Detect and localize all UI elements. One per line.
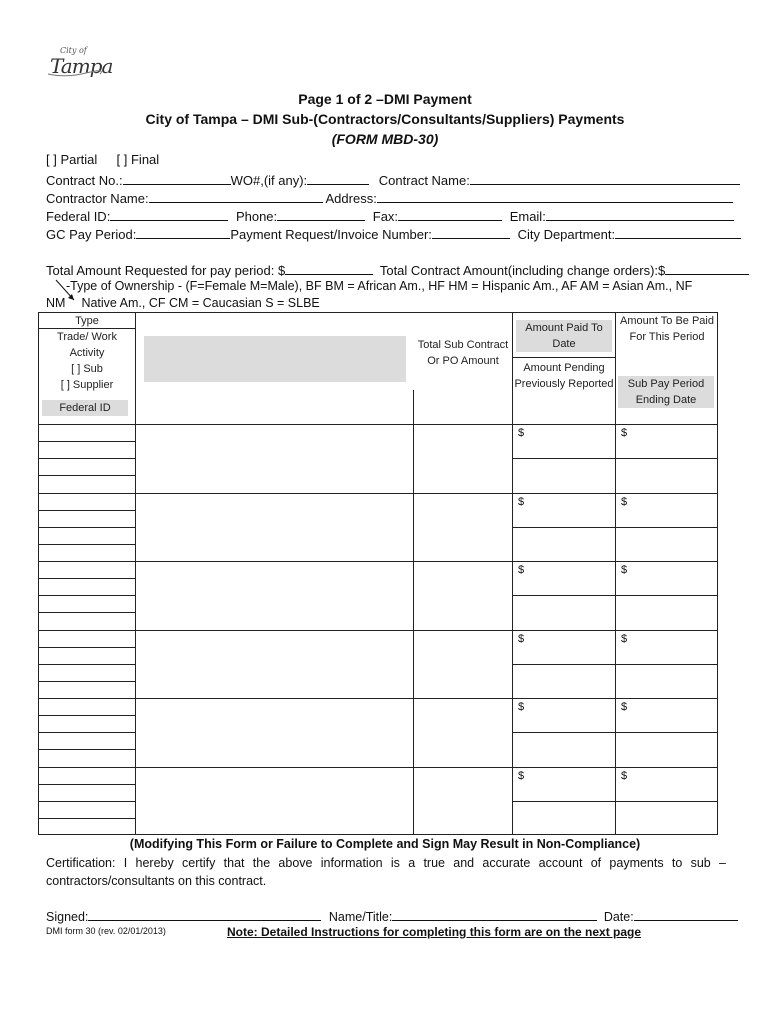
wo-label: WO#,(if any): bbox=[230, 173, 308, 188]
signed-label: Signed: bbox=[46, 910, 89, 924]
header-trade: Trade/ Work Activity bbox=[57, 331, 117, 359]
first-column-row-line bbox=[38, 818, 135, 819]
form-id: DMI form 30 (rev. 02/01/2013) bbox=[46, 926, 166, 936]
final-checkbox[interactable]: [ ] Final bbox=[116, 152, 160, 167]
logo-city-of: City of bbox=[60, 46, 87, 55]
ownership-line2 bbox=[46, 296, 320, 310]
amount-to-be-paid-dollar[interactable]: $ bbox=[621, 770, 628, 782]
ownership-nm: NM bbox=[46, 296, 66, 310]
header-shaded-block bbox=[144, 336, 406, 382]
date-label: Date: bbox=[603, 910, 634, 924]
first-column-row-line bbox=[38, 510, 135, 511]
phone-field[interactable] bbox=[277, 207, 365, 221]
fax-field[interactable] bbox=[398, 207, 502, 221]
group-separator bbox=[38, 698, 718, 699]
header-sub[interactable]: [ ] Sub bbox=[71, 363, 103, 375]
address-field[interactable] bbox=[377, 189, 733, 203]
first-column-row-line bbox=[38, 441, 135, 442]
amount-paid-dollar[interactable]: $ bbox=[518, 770, 525, 782]
header-supplier[interactable]: [ ] Supplier bbox=[60, 379, 114, 391]
noncompliance-warning: (Modifying This Form or Failure to Complete and Sign May Result in Non-Compliance) bbox=[129, 837, 641, 851]
payments-table bbox=[38, 312, 718, 836]
amount-paid-dollar[interactable]: $ bbox=[518, 496, 525, 508]
totals-row bbox=[46, 261, 749, 278]
form-title: City of Tampa – DMI Sub-(Contractors/Consultants/Suppliers) Payments bbox=[145, 111, 625, 127]
first-column-row-line bbox=[38, 732, 135, 733]
total-requested-label: Total Amount Requested for pay period: $ bbox=[46, 263, 286, 278]
name-title-label: Name/Title: bbox=[328, 910, 393, 924]
first-column-row-line bbox=[38, 715, 135, 716]
form-code: (FORM MBD-30) bbox=[331, 131, 439, 147]
note-label: Note bbox=[227, 925, 254, 939]
name-title-field[interactable] bbox=[392, 907, 597, 921]
payment-request-field[interactable] bbox=[432, 225, 510, 239]
amount-midline bbox=[512, 458, 717, 459]
logo-swoosh-icon bbox=[46, 70, 102, 78]
amount-paid-dollar[interactable]: $ bbox=[518, 427, 525, 439]
ownership-rest: Native Am., CF CM = Caucasian S = SLBE bbox=[81, 296, 320, 310]
header-sub-pay-period: Sub Pay Period Ending Date bbox=[618, 376, 714, 408]
page-title: Page 1 of 2 –DMI Payment bbox=[298, 91, 472, 107]
amount-paid-dollar[interactable]: $ bbox=[518, 633, 525, 645]
instructions-note bbox=[227, 923, 641, 941]
first-column-row-line bbox=[38, 664, 135, 665]
total-contract-label: Total Contract Amount(including change orders):$ bbox=[379, 263, 666, 278]
signed-field[interactable] bbox=[88, 907, 321, 921]
address-label: Address: bbox=[325, 191, 377, 206]
city-department-label: City Department: bbox=[517, 227, 616, 242]
header-total-sub-contract: Total Sub Contract Or PO Amount bbox=[417, 339, 509, 367]
fax-label: Fax: bbox=[372, 209, 399, 224]
first-column-row-line bbox=[38, 681, 135, 682]
amount-midline bbox=[512, 732, 717, 733]
ownership-line1: -Type of Ownership - (F=Female M=Male), BF BM = African Am., HF HM = Hispanic Am., AF AM = Asian Am., NF bbox=[66, 279, 693, 293]
first-column-row-line bbox=[38, 475, 135, 476]
header-federal-id: Federal ID bbox=[42, 400, 128, 416]
federal-id-label: Federal ID: bbox=[46, 209, 111, 224]
amount-to-be-paid-dollar[interactable]: $ bbox=[621, 564, 628, 576]
contract-no-field[interactable] bbox=[123, 171, 231, 185]
group-separator bbox=[38, 493, 718, 494]
first-column-row-line bbox=[38, 578, 135, 579]
group-separator bbox=[38, 561, 718, 562]
gc-row bbox=[46, 225, 741, 242]
first-column-row-line bbox=[38, 749, 135, 750]
header-amount-pending: Amount Pending Previously Reported bbox=[514, 362, 614, 390]
federal-row bbox=[46, 207, 734, 224]
first-column-row-line bbox=[38, 612, 135, 613]
contract-no-label: Contract No.: bbox=[46, 173, 123, 188]
amount-to-be-paid-dollar[interactable]: $ bbox=[621, 701, 628, 713]
group-separator bbox=[38, 424, 718, 425]
first-column-row-line bbox=[38, 647, 135, 648]
federal-id-field[interactable] bbox=[110, 207, 228, 221]
email-label: Email: bbox=[509, 209, 546, 224]
contractor-row bbox=[46, 189, 733, 206]
amount-midline bbox=[512, 595, 717, 596]
contract-name-label: Contract Name: bbox=[378, 173, 470, 188]
amount-paid-dollar[interactable]: $ bbox=[518, 701, 525, 713]
city-logo bbox=[46, 46, 113, 80]
header-amount-to-be-paid: Amount To Be Paid For This Period bbox=[620, 315, 714, 343]
payment-request-label: Payment Request/Invoice Number: bbox=[230, 227, 432, 242]
contractor-name-label: Contractor Name: bbox=[46, 191, 149, 206]
group-separator bbox=[38, 767, 718, 768]
amount-to-be-paid-dollar[interactable]: $ bbox=[621, 427, 628, 439]
header-amount-paid: Amount Paid To Date bbox=[516, 320, 612, 352]
phone-label: Phone: bbox=[235, 209, 278, 224]
logo-name: Tampa bbox=[50, 54, 113, 78]
gc-pay-period-field[interactable] bbox=[136, 225, 230, 239]
first-column-row-line bbox=[38, 544, 135, 545]
amount-midline bbox=[512, 664, 717, 665]
wo-field[interactable] bbox=[307, 171, 369, 185]
signature-row bbox=[46, 907, 738, 924]
first-column-row-line bbox=[38, 801, 135, 802]
amount-midline bbox=[512, 527, 717, 528]
date-field[interactable] bbox=[634, 907, 738, 921]
email-field[interactable] bbox=[546, 207, 734, 221]
first-column-row-line bbox=[38, 595, 135, 596]
group-separator bbox=[38, 630, 718, 631]
header-type: Type bbox=[75, 315, 99, 327]
note-text: : Detailed Instructions for completing this form are on the next page bbox=[253, 925, 642, 939]
gc-pay-period-label: GC Pay Period: bbox=[46, 227, 137, 242]
contractor-name-field[interactable] bbox=[149, 189, 323, 203]
contract-name-field[interactable] bbox=[470, 171, 740, 185]
total-contract-field[interactable] bbox=[665, 261, 749, 275]
first-column-row-line bbox=[38, 527, 135, 528]
amount-to-be-paid-dollar[interactable]: $ bbox=[621, 633, 628, 645]
partial-final-row bbox=[46, 152, 159, 167]
contract-row bbox=[46, 171, 740, 188]
total-requested-field[interactable] bbox=[285, 261, 373, 275]
first-column-row-line bbox=[38, 784, 135, 785]
city-department-field[interactable] bbox=[615, 225, 741, 239]
partial-checkbox[interactable]: [ ] Partial bbox=[46, 152, 98, 167]
amount-paid-dollar[interactable]: $ bbox=[518, 564, 525, 576]
first-column-row-line bbox=[38, 458, 135, 459]
amount-to-be-paid-dollar[interactable]: $ bbox=[621, 496, 628, 508]
certification-text: Certification: I hereby certify that the above information is a true and accurate account of payments to sub – contractors/consultants on this contract. bbox=[46, 856, 726, 888]
amount-midline bbox=[512, 801, 717, 802]
